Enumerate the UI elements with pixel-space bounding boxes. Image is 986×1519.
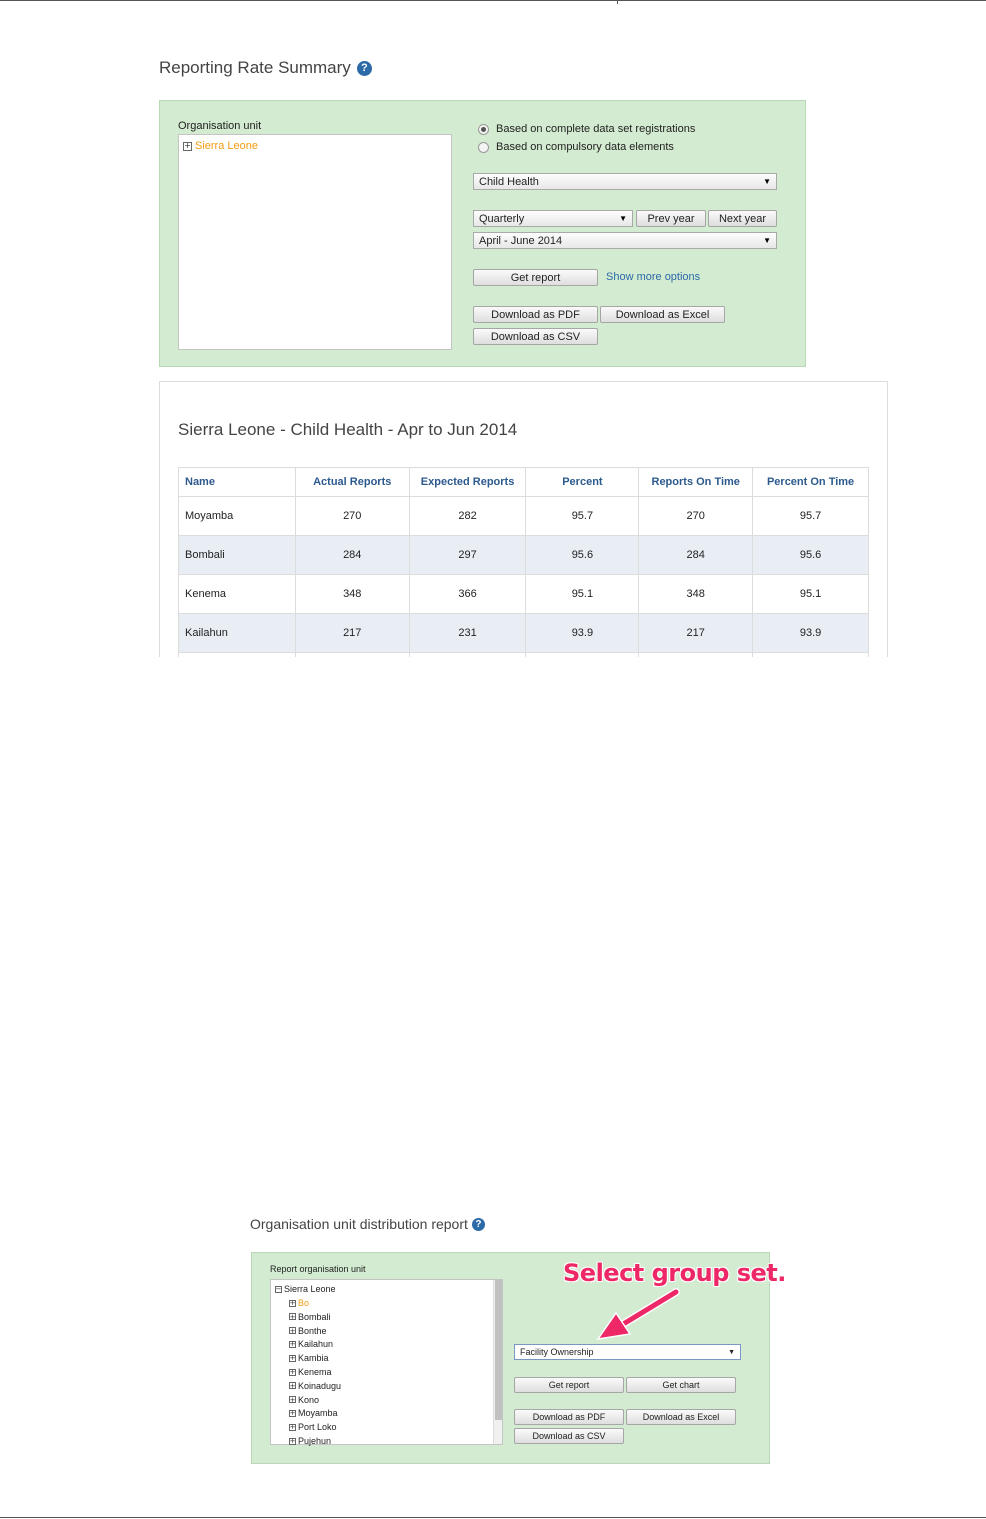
cell-actual-reports: 284 — [295, 536, 409, 575]
tree-item-label[interactable]: Bo — [298, 1298, 310, 1308]
radio-label: Based on compulsory data elements — [496, 141, 674, 153]
column-header-name: Name — [179, 468, 296, 497]
page-top-rule — [0, 0, 986, 1]
expand-icon[interactable]: + — [289, 1437, 296, 1445]
expand-icon[interactable]: + — [184, 141, 191, 150]
cell-expected-reports: 297 — [409, 536, 526, 575]
column-header-percent-on-time: Percent On Time — [753, 468, 869, 497]
dropdown-arrow-icon: ▼ — [619, 214, 627, 223]
table-row — [179, 497, 869, 536]
table-header-row — [179, 468, 869, 497]
download-csv-button[interactable]: Download as CSV — [514, 1428, 624, 1444]
cell-name: Moyamba — [179, 497, 296, 536]
expand-icon[interactable]: + — [289, 1381, 296, 1390]
callout-arrow-icon — [590, 1288, 685, 1348]
dropdown-arrow-icon: ▼ — [728, 1348, 735, 1356]
table-row — [179, 536, 869, 575]
page-bottom-rule — [0, 1517, 986, 1518]
expand-icon[interactable]: + — [289, 1326, 296, 1335]
get-report-button[interactable]: Get report — [473, 269, 598, 286]
table-row — [179, 575, 869, 614]
period-select[interactable] — [473, 232, 777, 249]
period-type-select[interactable] — [473, 210, 633, 227]
tree-item-sierra-leone[interactable] — [275, 1284, 336, 1294]
column-header-percent: Percent — [526, 468, 639, 497]
cell-actual-reports: 270 — [295, 497, 409, 536]
column-header-reports-on-time: Reports On Time — [639, 468, 753, 497]
report-title: Sierra Leone - Child Health - Apr to Jun 2014 — [178, 420, 518, 439]
column-header-expected-reports: Expected Reports — [409, 468, 526, 497]
cell-percent: 95.6 — [526, 536, 639, 575]
expand-icon[interactable]: + — [289, 1423, 296, 1432]
radio-compulsory-elements[interactable] — [478, 141, 674, 153]
expand-icon[interactable]: + — [289, 1409, 296, 1418]
select-group-set-callout: Select group set. — [563, 1259, 786, 1287]
cell-name: Bombali — [179, 536, 296, 575]
tree-item[interactable] — [289, 1395, 319, 1405]
page-top-rule-tick — [617, 0, 618, 4]
cell-percent: 93.9 — [526, 614, 639, 653]
distribution-report-title-text: Organisation unit distribution report — [250, 1216, 468, 1232]
help-icon[interactable]: ? — [357, 61, 372, 76]
tree-item[interactable] — [289, 1422, 337, 1432]
radio-label: Based on complete data set registrations — [496, 123, 696, 135]
cell-actual-reports: 348 — [295, 575, 409, 614]
tree-item-label[interactable]: Bombali — [298, 1311, 331, 1322]
tree-item-label[interactable]: Koinadugu — [298, 1380, 342, 1391]
radio-button-checked[interactable] — [478, 124, 489, 135]
tree-item[interactable] — [289, 1367, 332, 1377]
cell-reports-on-time: 284 — [639, 536, 753, 575]
table-row-cut-off — [179, 653, 869, 658]
org-unit-label: Organisation unit — [178, 120, 262, 132]
collapse-icon[interactable]: − — [275, 1285, 282, 1293]
cell-expected-reports: 282 — [409, 497, 526, 536]
tree-item[interactable] — [289, 1326, 327, 1336]
download-pdf-button[interactable]: Download as PDF — [473, 306, 598, 323]
download-excel-button[interactable]: Download as Excel — [600, 306, 725, 323]
tree-item-label[interactable]: Kambia — [298, 1353, 329, 1364]
cell-percent-on-time: 95.6 — [753, 536, 869, 575]
dropdown-arrow-icon: ▼ — [763, 177, 771, 186]
tree-item-label[interactable]: Pujehun — [298, 1436, 332, 1446]
expand-icon[interactable]: + — [289, 1340, 296, 1349]
period-type-value: Quarterly — [479, 212, 525, 225]
cell-percent: 95.1 — [526, 575, 639, 614]
tree-item-label[interactable]: Port Loko — [298, 1422, 337, 1433]
tree-item[interactable] — [289, 1312, 331, 1322]
tree-item[interactable] — [289, 1408, 338, 1418]
tree-item[interactable] — [289, 1381, 341, 1391]
report-table — [178, 467, 869, 657]
cell-expected-reports: 366 — [409, 575, 526, 614]
cell-percent-on-time: 95.1 — [753, 575, 869, 614]
tree-item[interactable] — [289, 1436, 331, 1446]
download-excel-button[interactable]: Download as Excel — [626, 1409, 736, 1425]
tree-item-label[interactable]: Moyamba — [298, 1408, 338, 1419]
tree-item[interactable] — [289, 1353, 329, 1363]
cell-reports-on-time: 217 — [639, 614, 753, 653]
expand-icon[interactable]: + — [289, 1299, 296, 1307]
tree-item-label[interactable]: Bonthe — [298, 1325, 327, 1336]
cell-reports-on-time: 348 — [639, 575, 753, 614]
group-set-select[interactable] — [514, 1344, 741, 1360]
show-more-options-link[interactable]: Show more options — [606, 271, 701, 283]
reporting-rate-title — [159, 58, 372, 78]
prev-year-button[interactable]: Prev year — [636, 210, 706, 227]
expand-icon[interactable]: + — [289, 1395, 296, 1404]
radio-complete-registrations[interactable] — [478, 123, 695, 135]
tree-item-label[interactable]: Kailahun — [298, 1339, 334, 1350]
cell-expected-reports: 231 — [409, 614, 526, 653]
cell-percent: 95.7 — [526, 497, 639, 536]
period-value: April - June 2014 — [479, 234, 563, 247]
reporting-rate-title-text: Reporting Rate Summary — [159, 58, 351, 77]
help-icon[interactable]: ? — [472, 1218, 485, 1231]
group-set-value: Facility Ownership — [520, 1347, 594, 1357]
org-unit-tree[interactable] — [178, 134, 452, 350]
tree-item-label[interactable]: Sierra Leone — [195, 140, 258, 152]
dropdown-arrow-icon: ▼ — [763, 236, 771, 245]
cell-name: Kenema — [179, 575, 296, 614]
tree-item[interactable] — [289, 1339, 333, 1349]
tree-item-label[interactable]: Kenema — [298, 1367, 332, 1377]
cell-percent-on-time: 95.7 — [753, 497, 869, 536]
expand-icon[interactable]: + — [289, 1354, 296, 1363]
tree-scrollbar[interactable] — [493, 1280, 502, 1444]
download-pdf-button[interactable]: Download as PDF — [514, 1409, 624, 1425]
cell-name: Kailahun — [179, 614, 296, 653]
table-row — [179, 614, 869, 653]
report-card — [159, 381, 888, 657]
column-header-actual-reports: Actual Reports — [295, 468, 409, 497]
tree-item-label[interactable]: Sierra Leone — [284, 1284, 336, 1294]
scrollbar-thumb[interactable] — [495, 1280, 502, 1420]
get-chart-button[interactable]: Get chart — [626, 1377, 736, 1393]
tree-item[interactable] — [289, 1298, 309, 1308]
data-set-select[interactable] — [473, 173, 777, 190]
tree-item-label[interactable]: Kono — [298, 1394, 320, 1405]
cell-reports-on-time: 270 — [639, 497, 753, 536]
next-year-button[interactable]: Next year — [708, 210, 777, 227]
distribution-report-title — [250, 1216, 485, 1232]
get-report-button[interactable]: Get report — [514, 1377, 624, 1393]
expand-icon[interactable]: + — [289, 1368, 296, 1376]
report-org-unit-label: Report organisation unit — [270, 1264, 366, 1274]
cell-actual-reports: 217 — [295, 614, 409, 653]
radio-button[interactable] — [478, 142, 489, 153]
expand-icon[interactable]: + — [289, 1312, 296, 1321]
tree-item-sierra-leone[interactable] — [183, 140, 258, 152]
data-set-value: Child Health — [479, 175, 539, 188]
cell-percent-on-time: 93.9 — [753, 614, 869, 653]
download-csv-button[interactable]: Download as CSV — [473, 328, 598, 345]
